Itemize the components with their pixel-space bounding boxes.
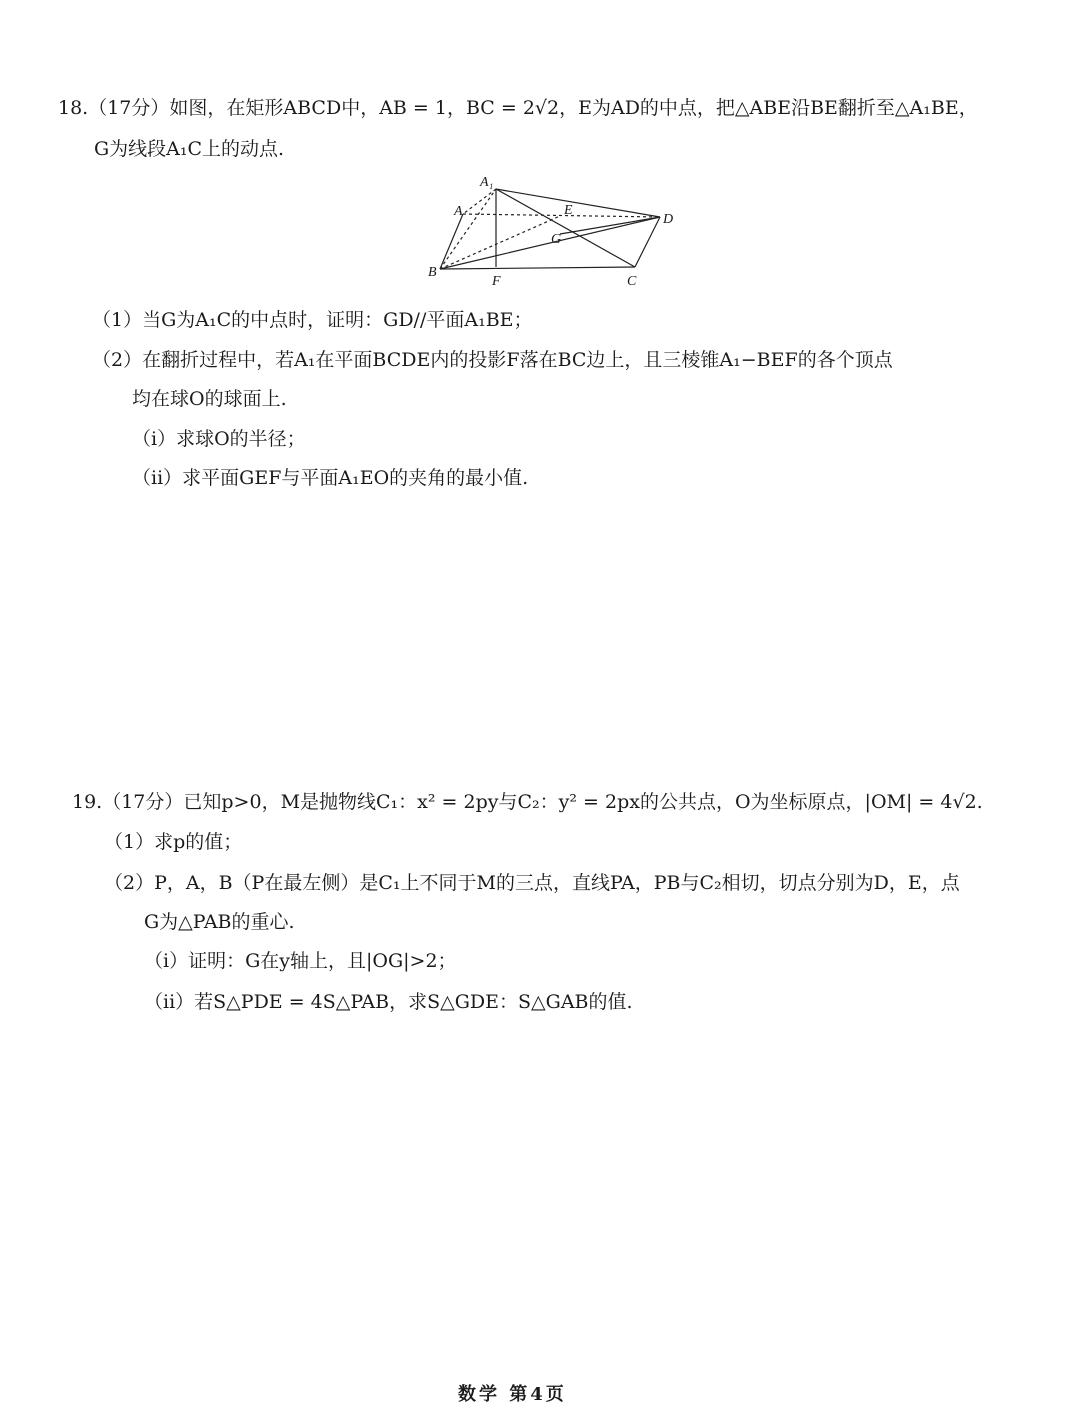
q18-part2-i: （i）求球O的半径； bbox=[132, 428, 306, 450]
edge-BA bbox=[440, 214, 463, 269]
edge-CD bbox=[635, 217, 660, 267]
edge-BC bbox=[440, 267, 635, 269]
q18-part2-line2: 均在球O的球面上. bbox=[132, 388, 287, 410]
q19-part2-i: （i）证明：G在y轴上，且|OG|>2； bbox=[144, 950, 457, 972]
label-A: A bbox=[454, 204, 463, 219]
folded-rectangle-figure bbox=[420, 170, 690, 290]
q18-part2-ii: （ii）求平面GEF与平面A₁EO的夹角的最小值. bbox=[132, 467, 529, 489]
page-footer: 数学 第4页 bbox=[458, 1384, 567, 1405]
q19-stem: 19.（17分）已知p>0，M是抛物线C₁：x² = 2py与C₂：y² = 2px的公共点，O为坐标原点，|OM| = 4√2. bbox=[72, 791, 983, 813]
label-A1: A₁ bbox=[480, 175, 494, 190]
label-G: G bbox=[551, 232, 562, 247]
edge-GD bbox=[560, 217, 660, 234]
q18-stem-line1: 18.（17分）如图，在矩形ABCD中，AB = 1，BC = 2√2，E为AD的中点，把△ABE沿BE翻折至△A₁BE， bbox=[58, 97, 978, 119]
label-C: C bbox=[627, 274, 637, 289]
q18-part1: （1）当G为A₁C的中点时，证明：GD//平面A₁BE； bbox=[92, 309, 533, 331]
label-F: F bbox=[492, 274, 501, 289]
q19-part1: （1）求p的值； bbox=[104, 831, 243, 853]
q18-stem-line2: G为线段A₁C上的动点. bbox=[94, 138, 285, 160]
label-D: D bbox=[663, 212, 674, 227]
label-B: B bbox=[428, 265, 437, 280]
q19-part2-ii: （ii）若S△PDE = 4S△PAB，求S△GDE：S△GAB的值. bbox=[144, 991, 633, 1013]
q18-part2-line1: （2）在翻折过程中，若A₁在平面BCDE内的投影F落在BC边上，且三棱锥A₁−BEF的各个顶点 bbox=[92, 349, 893, 371]
label-E: E bbox=[564, 203, 573, 218]
q19-part2-line2: G为△PAB的重心. bbox=[144, 911, 295, 933]
edge-BD bbox=[440, 217, 660, 269]
edge-AD-dashed bbox=[463, 214, 660, 217]
edge-A1A-dashed bbox=[463, 189, 496, 214]
q19-part2-line1: （2）P，A，B（P在最左侧）是C₁上不同于M的三点，直线PA，PB与C₂相切，切点分别为D，E，点 bbox=[104, 872, 960, 894]
